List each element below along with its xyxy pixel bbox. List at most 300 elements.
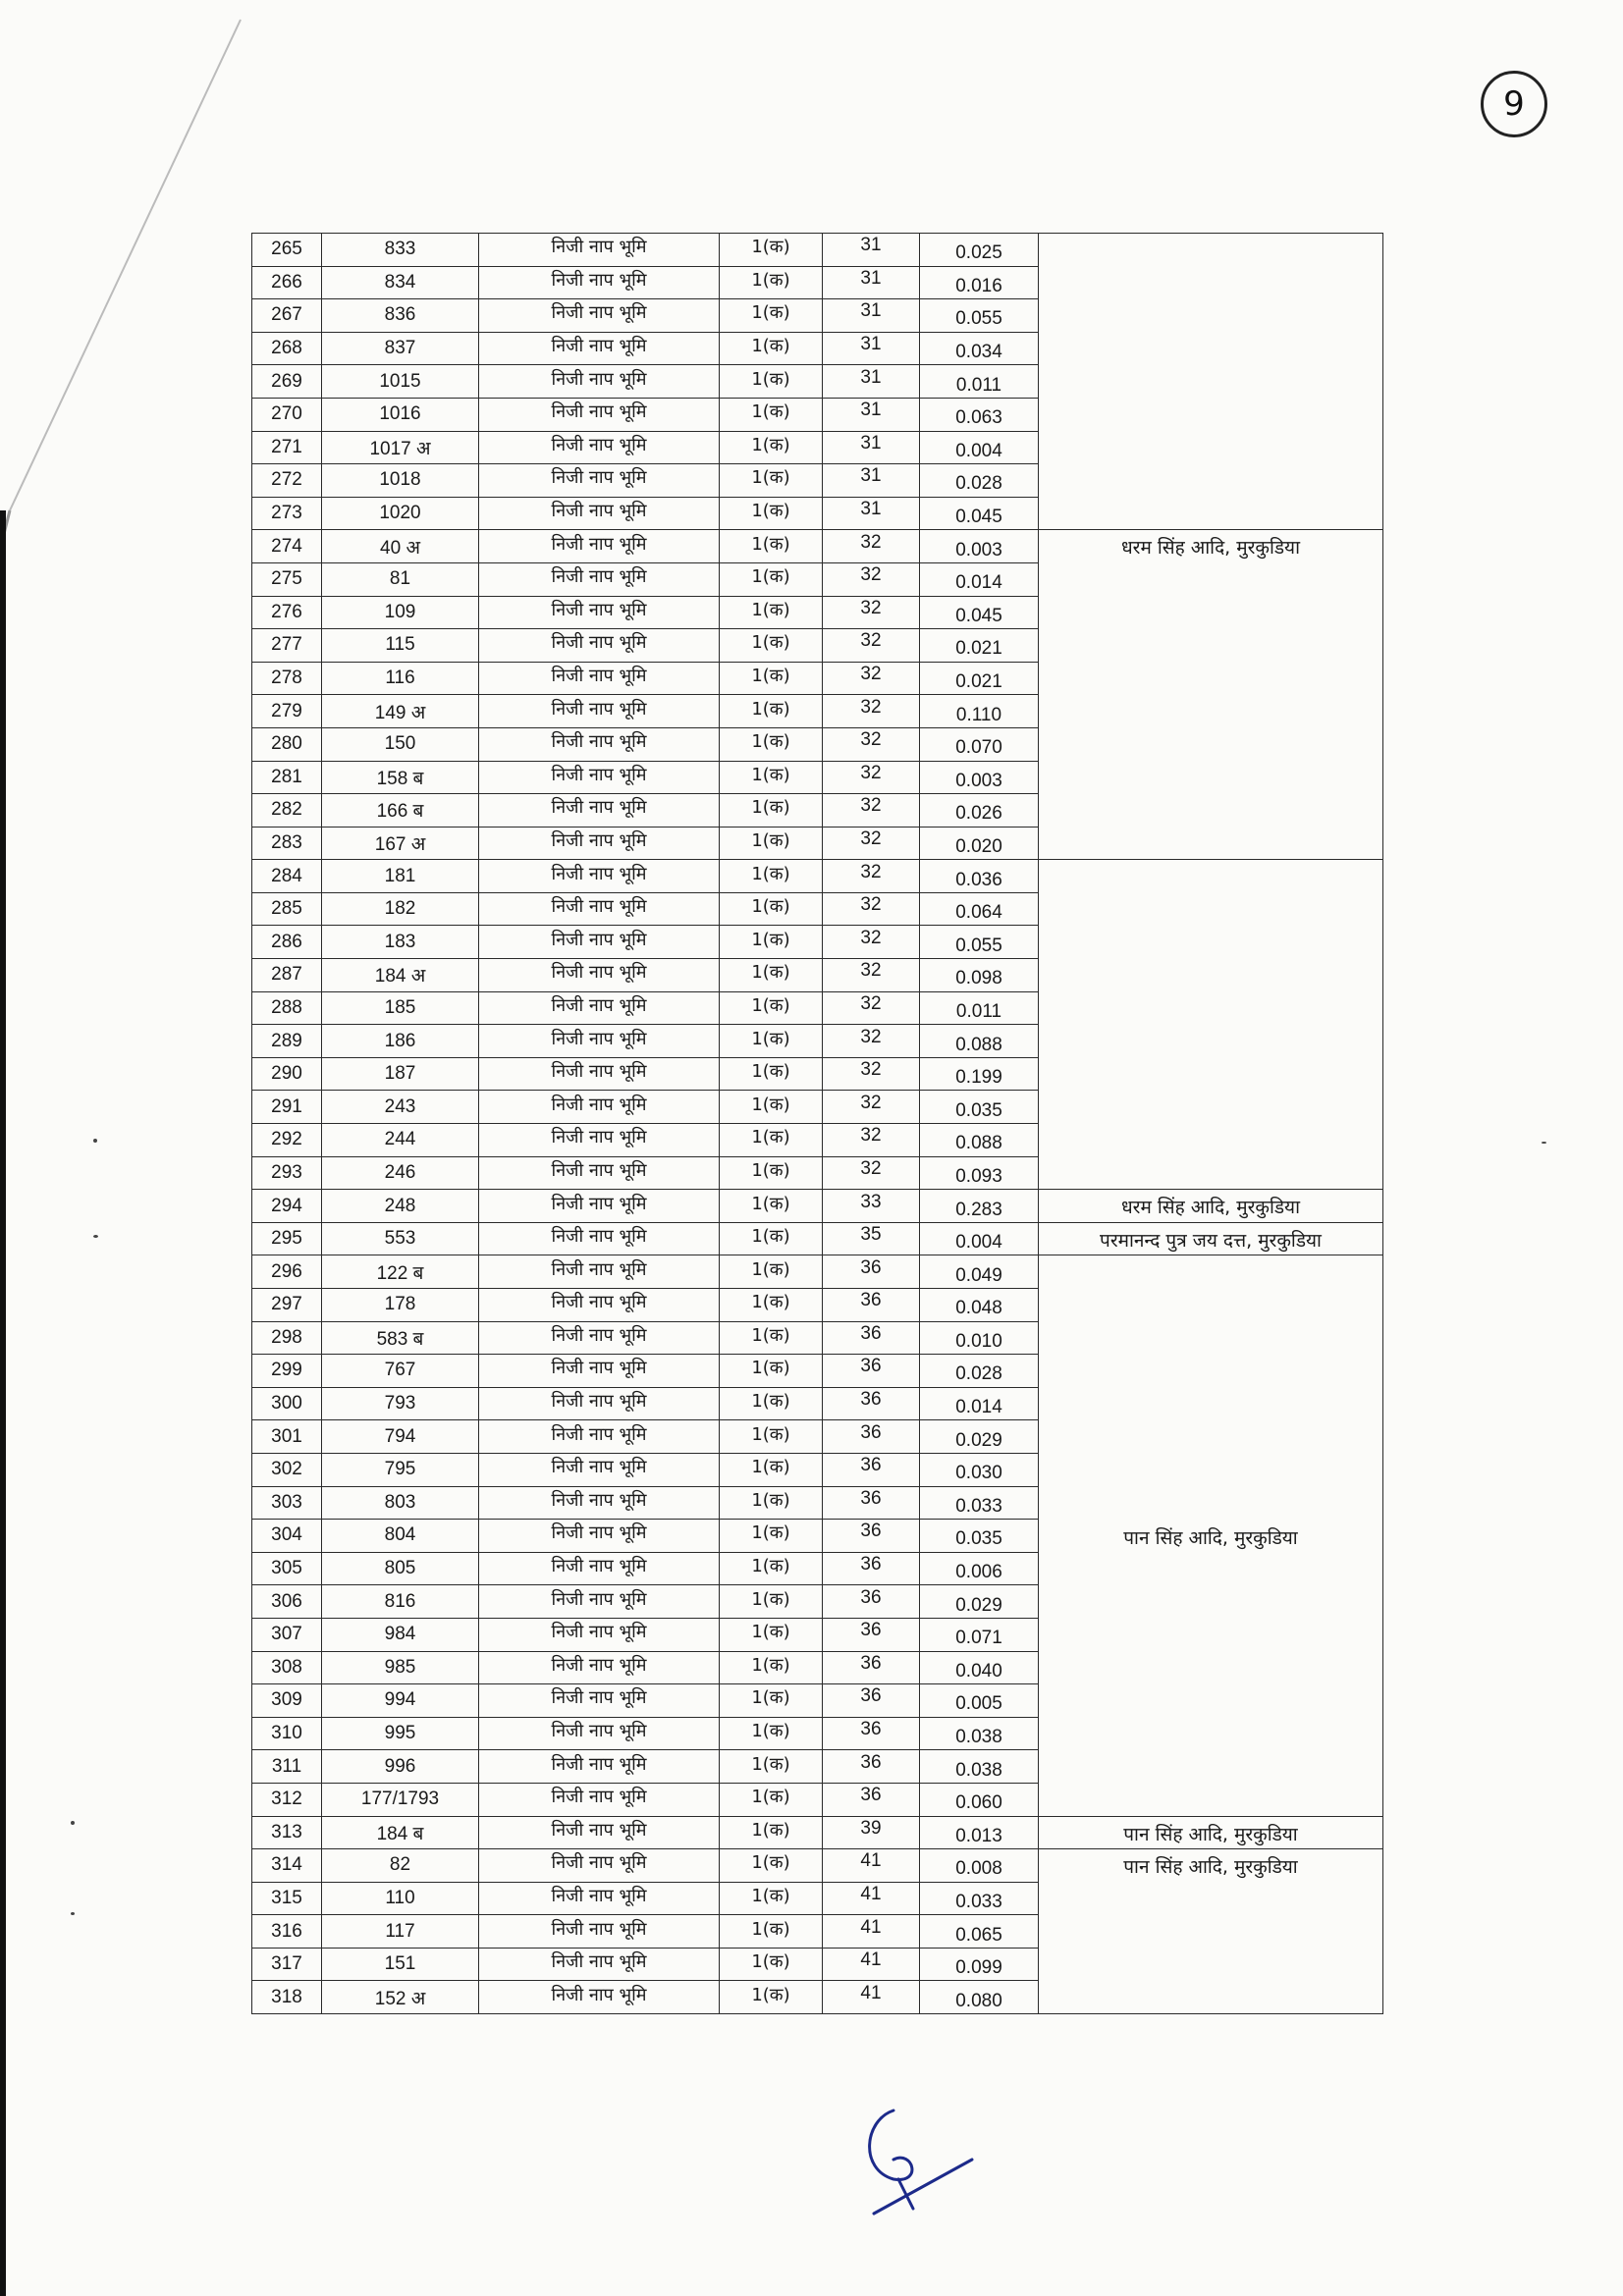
area-cell: 0.014 <box>920 562 1039 596</box>
serial-number-cell: 305 <box>252 1552 322 1585</box>
serial-number-cell: 272 <box>252 464 322 498</box>
serial-number-cell: 303 <box>252 1486 322 1520</box>
khasra-number-cell: 244 <box>322 1124 479 1157</box>
land-class-cell: 1(क) <box>720 1156 823 1190</box>
khasra-number-cell: 187 <box>322 1057 479 1091</box>
serial-number-cell: 304 <box>252 1520 322 1553</box>
serial-number-cell: 302 <box>252 1453 322 1486</box>
bill-number-cell: 35 <box>823 1222 920 1255</box>
land-class-cell: 1(क) <box>720 1190 823 1223</box>
land-class-cell: 1(क) <box>720 959 823 992</box>
land-type-cell: निजी नाप भूमि <box>479 1289 720 1322</box>
area-cell: 0.035 <box>920 1520 1039 1553</box>
serial-number-cell: 314 <box>252 1849 322 1883</box>
serial-number-cell: 309 <box>252 1684 322 1718</box>
bill-number-cell: 39 <box>823 1816 920 1849</box>
land-type-cell: निजी नाप भूमि <box>479 234 720 267</box>
khasra-number-cell: 184 ब <box>322 1816 479 1849</box>
khasra-number-cell: 836 <box>322 299 479 333</box>
land-type-cell: निजी नाप भूमि <box>479 464 720 498</box>
khasra-number-cell: 805 <box>322 1552 479 1585</box>
serial-number-cell: 315 <box>252 1882 322 1915</box>
area-cell: 0.030 <box>920 1453 1039 1486</box>
owner-cell <box>1039 234 1383 530</box>
land-type-cell: निजी नाप भूमि <box>479 892 720 926</box>
land-type-cell: निजी नाप भूमि <box>479 1387 720 1420</box>
bill-number-cell: 32 <box>823 860 920 893</box>
khasra-number-cell: 837 <box>322 332 479 365</box>
serial-number-cell: 274 <box>252 530 322 563</box>
serial-number-cell: 265 <box>252 234 322 267</box>
serial-number-cell: 310 <box>252 1717 322 1750</box>
serial-number-cell: 282 <box>252 794 322 828</box>
land-class-cell: 1(क) <box>720 1420 823 1454</box>
khasra-number-cell: 110 <box>322 1882 479 1915</box>
bill-number-cell: 41 <box>823 1981 920 2014</box>
land-class-cell: 1(क) <box>720 761 823 794</box>
bill-number-cell: 31 <box>823 266 920 299</box>
bill-number-cell: 32 <box>823 1091 920 1124</box>
area-cell: 0.088 <box>920 1025 1039 1058</box>
bill-number-cell: 32 <box>823 959 920 992</box>
bill-number-cell: 32 <box>823 662 920 695</box>
serial-number-cell: 290 <box>252 1057 322 1091</box>
land-class-cell: 1(क) <box>720 562 823 596</box>
serial-number-cell: 281 <box>252 761 322 794</box>
serial-number-cell: 297 <box>252 1289 322 1322</box>
land-class-cell: 1(क) <box>720 1585 823 1619</box>
area-cell: 0.005 <box>920 1684 1039 1718</box>
bill-number-cell: 36 <box>823 1552 920 1585</box>
area-cell: 0.011 <box>920 991 1039 1025</box>
land-class-cell: 1(क) <box>720 1684 823 1718</box>
area-cell: 0.010 <box>920 1321 1039 1355</box>
khasra-number-cell: 804 <box>322 1520 479 1553</box>
serial-number-cell: 306 <box>252 1585 322 1619</box>
land-class-cell: 1(क) <box>720 1981 823 2014</box>
land-type-cell: निजी नाप भूमि <box>479 1750 720 1784</box>
land-type-cell: निजी नाप भूमि <box>479 1849 720 1883</box>
land-class-cell: 1(क) <box>720 1355 823 1388</box>
bill-number-cell: 36 <box>823 1585 920 1619</box>
serial-number-cell: 295 <box>252 1222 322 1255</box>
land-class-cell: 1(क) <box>720 1783 823 1816</box>
land-type-cell: निजी नाप भूमि <box>479 860 720 893</box>
serial-number-cell: 286 <box>252 926 322 959</box>
khasra-number-cell: 183 <box>322 926 479 959</box>
land-class-cell: 1(क) <box>720 1387 823 1420</box>
serial-number-cell: 298 <box>252 1321 322 1355</box>
land-class-cell: 1(क) <box>720 991 823 1025</box>
area-cell: 0.028 <box>920 464 1039 498</box>
scan-speck <box>93 1139 97 1143</box>
area-cell: 0.036 <box>920 860 1039 893</box>
land-class-cell: 1(क) <box>720 926 823 959</box>
land-class-cell: 1(क) <box>720 365 823 399</box>
bill-number-cell: 36 <box>823 1355 920 1388</box>
land-type-cell: निजी नाप भूमि <box>479 1981 720 2014</box>
serial-number-cell: 283 <box>252 827 322 860</box>
area-cell: 0.035 <box>920 1091 1039 1124</box>
khasra-number-cell: 182 <box>322 892 479 926</box>
land-class-cell: 1(क) <box>720 1618 823 1651</box>
serial-number-cell: 317 <box>252 1948 322 1981</box>
area-cell: 0.020 <box>920 827 1039 860</box>
land-class-cell: 1(क) <box>720 464 823 498</box>
khasra-number-cell: 40 अ <box>322 530 479 563</box>
land-class-cell: 1(क) <box>720 827 823 860</box>
khasra-number-cell: 167 अ <box>322 827 479 860</box>
khasra-number-cell: 1020 <box>322 497 479 530</box>
khasra-number-cell: 833 <box>322 234 479 267</box>
bill-number-cell: 36 <box>823 1420 920 1454</box>
bill-number-cell: 32 <box>823 695 920 728</box>
bill-number-cell: 36 <box>823 1453 920 1486</box>
land-type-cell: निजी नाप भूमि <box>479 1355 720 1388</box>
scan-speck <box>1542 1142 1546 1144</box>
area-cell: 0.038 <box>920 1750 1039 1784</box>
area-cell: 0.016 <box>920 266 1039 299</box>
land-class-cell: 1(क) <box>720 266 823 299</box>
land-class-cell: 1(क) <box>720 431 823 464</box>
serial-number-cell: 318 <box>252 1981 322 2014</box>
land-class-cell: 1(क) <box>720 596 823 629</box>
bill-number-cell: 36 <box>823 1387 920 1420</box>
serial-number-cell: 267 <box>252 299 322 333</box>
owner-cell <box>1039 860 1383 1190</box>
bill-number-cell: 36 <box>823 1750 920 1784</box>
serial-number-cell: 312 <box>252 1783 322 1816</box>
land-class-cell: 1(क) <box>720 1750 823 1784</box>
bill-number-cell: 31 <box>823 332 920 365</box>
land-type-cell: निजी नाप भूमि <box>479 299 720 333</box>
area-cell: 0.029 <box>920 1420 1039 1454</box>
khasra-number-cell: 767 <box>322 1355 479 1388</box>
khasra-number-cell: 794 <box>322 1420 479 1454</box>
bill-number-cell: 32 <box>823 1156 920 1190</box>
serial-number-cell: 284 <box>252 860 322 893</box>
serial-number-cell: 273 <box>252 497 322 530</box>
khasra-number-cell: 82 <box>322 1849 479 1883</box>
land-type-cell: निजी नाप भूमि <box>479 1190 720 1223</box>
bill-number-cell: 32 <box>823 926 920 959</box>
land-type-cell: निजी नाप भूमि <box>479 1520 720 1553</box>
bill-number-cell: 32 <box>823 629 920 663</box>
area-cell: 0.006 <box>920 1552 1039 1585</box>
area-cell: 0.040 <box>920 1651 1039 1684</box>
land-class-cell: 1(क) <box>720 398 823 431</box>
serial-number-cell: 311 <box>252 1750 322 1784</box>
bill-number-cell: 32 <box>823 596 920 629</box>
owner-cell: पान सिंह आदि, मुरकुडिया <box>1039 1849 1383 2014</box>
area-cell: 0.033 <box>920 1486 1039 1520</box>
land-type-cell: निजी नाप भूमि <box>479 1618 720 1651</box>
serial-number-cell: 276 <box>252 596 322 629</box>
land-type-cell: निजी नाप भूमि <box>479 827 720 860</box>
land-type-cell: निजी नाप भूमि <box>479 1882 720 1915</box>
land-class-cell: 1(क) <box>720 1849 823 1883</box>
bill-number-cell: 31 <box>823 398 920 431</box>
land-type-cell: निजी नाप भूमि <box>479 1915 720 1949</box>
bill-number-cell: 36 <box>823 1717 920 1750</box>
serial-number-cell: 293 <box>252 1156 322 1190</box>
land-class-cell: 1(क) <box>720 1948 823 1981</box>
land-type-cell: निजी नाप भूमि <box>479 1453 720 1486</box>
serial-number-cell: 301 <box>252 1420 322 1454</box>
scan-speck <box>71 1912 75 1915</box>
land-type-cell: निजी नाप भूमि <box>479 1124 720 1157</box>
table-row <box>252 860 1383 893</box>
land-class-cell: 1(क) <box>720 1486 823 1520</box>
serial-number-cell: 294 <box>252 1190 322 1223</box>
khasra-number-cell: 803 <box>322 1486 479 1520</box>
land-type-cell: निजी नाप भूमि <box>479 1255 720 1289</box>
land-class-cell: 1(क) <box>720 1124 823 1157</box>
land-class-cell: 1(क) <box>720 530 823 563</box>
land-class-cell: 1(क) <box>720 1453 823 1486</box>
land-class-cell: 1(क) <box>720 662 823 695</box>
land-type-cell: निजी नाप भूमि <box>479 1420 720 1454</box>
area-cell: 0.064 <box>920 892 1039 926</box>
area-cell: 0.071 <box>920 1618 1039 1651</box>
land-type-cell: निजी नाप भूमि <box>479 1717 720 1750</box>
owner-cell: धरम सिंह आदि, मुरकुडिया <box>1039 1190 1383 1223</box>
bill-number-cell: 33 <box>823 1190 920 1223</box>
table-row <box>252 1190 1383 1223</box>
bill-number-cell: 36 <box>823 1321 920 1355</box>
khasra-number-cell: 795 <box>322 1453 479 1486</box>
khasra-number-cell: 185 <box>322 991 479 1025</box>
bill-number-cell: 36 <box>823 1289 920 1322</box>
land-type-cell: निजी नाप भूमि <box>479 497 720 530</box>
table-row <box>252 1222 1383 1255</box>
bill-number-cell: 41 <box>823 1948 920 1981</box>
khasra-number-cell: 996 <box>322 1750 479 1784</box>
land-type-cell: निजी नाप भूमि <box>479 530 720 563</box>
area-cell: 0.080 <box>920 1981 1039 2014</box>
land-type-cell: निजी नाप भूमि <box>479 1783 720 1816</box>
land-class-cell: 1(क) <box>720 1882 823 1915</box>
table-row <box>252 234 1383 267</box>
bill-number-cell: 36 <box>823 1618 920 1651</box>
land-type-cell: निजी नाप भूमि <box>479 1552 720 1585</box>
bill-number-cell: 36 <box>823 1651 920 1684</box>
bill-number-cell: 31 <box>823 365 920 399</box>
table-row <box>252 1849 1383 1883</box>
land-class-cell: 1(क) <box>720 1091 823 1124</box>
land-type-cell: निजी नाप भूमि <box>479 398 720 431</box>
land-class-cell: 1(क) <box>720 299 823 333</box>
khasra-number-cell: 117 <box>322 1915 479 1949</box>
khasra-number-cell: 553 <box>322 1222 479 1255</box>
serial-number-cell: 313 <box>252 1816 322 1849</box>
area-cell: 0.110 <box>920 695 1039 728</box>
area-cell: 0.033 <box>920 1882 1039 1915</box>
serial-number-cell: 316 <box>252 1915 322 1949</box>
land-type-cell: निजी नाप भूमि <box>479 1486 720 1520</box>
land-type-cell: निजी नाप भूमि <box>479 562 720 596</box>
land-type-cell: निजी नाप भूमि <box>479 991 720 1025</box>
land-type-cell: निजी नाप भूमि <box>479 1321 720 1355</box>
land-type-cell: निजी नाप भूमि <box>479 761 720 794</box>
serial-number-cell: 288 <box>252 991 322 1025</box>
bill-number-cell: 32 <box>823 530 920 563</box>
land-class-cell: 1(क) <box>720 234 823 267</box>
area-cell: 0.025 <box>920 234 1039 267</box>
land-type-cell: निजी नाप भूमि <box>479 332 720 365</box>
serial-number-cell: 277 <box>252 629 322 663</box>
khasra-number-cell: 1017 अ <box>322 431 479 464</box>
bill-number-cell: 32 <box>823 794 920 828</box>
khasra-number-cell: 834 <box>322 266 479 299</box>
area-cell: 0.029 <box>920 1585 1039 1619</box>
owner-cell: परमानन्द पुत्र जय दत्त, मुरकुडिया <box>1039 1222 1383 1255</box>
table-row <box>252 530 1383 563</box>
land-class-cell: 1(क) <box>720 1289 823 1322</box>
area-cell: 0.004 <box>920 1222 1039 1255</box>
owner-cell: पान सिंह आदि, मुरकुडिया <box>1039 1255 1383 1816</box>
area-cell: 0.004 <box>920 431 1039 464</box>
bill-number-cell: 32 <box>823 1025 920 1058</box>
land-type-cell: निजी नाप भूमि <box>479 1222 720 1255</box>
land-type-cell: निजी नाप भूमि <box>479 1057 720 1091</box>
land-type-cell: निजी नाप भूमि <box>479 365 720 399</box>
serial-number-cell: 285 <box>252 892 322 926</box>
land-class-cell: 1(क) <box>720 1915 823 1949</box>
area-cell: 0.034 <box>920 332 1039 365</box>
serial-number-cell: 279 <box>252 695 322 728</box>
bill-number-cell: 36 <box>823 1486 920 1520</box>
khasra-number-cell: 243 <box>322 1091 479 1124</box>
khasra-number-cell: 81 <box>322 562 479 596</box>
land-class-cell: 1(क) <box>720 1321 823 1355</box>
serial-number-cell: 307 <box>252 1618 322 1651</box>
khasra-number-cell: 816 <box>322 1585 479 1619</box>
serial-number-cell: 291 <box>252 1091 322 1124</box>
khasra-number-cell: 152 अ <box>322 1981 479 2014</box>
area-cell: 0.026 <box>920 794 1039 828</box>
serial-number-cell: 292 <box>252 1124 322 1157</box>
page-number: 9 <box>1503 84 1525 124</box>
khasra-number-cell: 985 <box>322 1651 479 1684</box>
table-body <box>252 234 1383 2014</box>
land-type-cell: निजी नाप भूमि <box>479 727 720 761</box>
area-cell: 0.045 <box>920 497 1039 530</box>
land-class-cell: 1(क) <box>720 1520 823 1553</box>
land-type-cell: निजी नाप भूमि <box>479 1651 720 1684</box>
area-cell: 0.060 <box>920 1783 1039 1816</box>
khasra-number-cell: 149 अ <box>322 695 479 728</box>
khasra-number-cell: 1016 <box>322 398 479 431</box>
khasra-number-cell: 246 <box>322 1156 479 1190</box>
area-cell: 0.093 <box>920 1156 1039 1190</box>
signature <box>854 2091 982 2218</box>
land-type-cell: निजी नाप भूमि <box>479 1816 720 1849</box>
land-class-cell: 1(क) <box>720 332 823 365</box>
land-type-cell: निजी नाप भूमि <box>479 926 720 959</box>
khasra-number-cell: 109 <box>322 596 479 629</box>
bill-number-cell: 32 <box>823 1057 920 1091</box>
serial-number-cell: 268 <box>252 332 322 365</box>
khasra-number-cell: 583 ब <box>322 1321 479 1355</box>
khasra-number-cell: 178 <box>322 1289 479 1322</box>
land-records-table <box>251 233 1383 2014</box>
land-class-cell: 1(क) <box>720 1057 823 1091</box>
khasra-number-cell: 150 <box>322 727 479 761</box>
land-type-cell: निजी नाप भूमि <box>479 1091 720 1124</box>
khasra-number-cell: 248 <box>322 1190 479 1223</box>
land-type-cell: निजी नाप भूमि <box>479 629 720 663</box>
serial-number-cell: 289 <box>252 1025 322 1058</box>
owner-cell: पान सिंह आदि, मुरकुडिया <box>1039 1816 1383 1849</box>
khasra-number-cell: 793 <box>322 1387 479 1420</box>
page-number-circle <box>1481 71 1547 137</box>
land-type-cell: निजी नाप भूमि <box>479 266 720 299</box>
area-cell: 0.013 <box>920 1816 1039 1849</box>
bill-number-cell: 36 <box>823 1255 920 1289</box>
khasra-number-cell: 158 ब <box>322 761 479 794</box>
khasra-number-cell: 115 <box>322 629 479 663</box>
serial-number-cell: 308 <box>252 1651 322 1684</box>
land-class-cell: 1(क) <box>720 1025 823 1058</box>
land-class-cell: 1(क) <box>720 794 823 828</box>
land-class-cell: 1(क) <box>720 629 823 663</box>
khasra-number-cell: 186 <box>322 1025 479 1058</box>
bill-number-cell: 41 <box>823 1849 920 1883</box>
khasra-number-cell: 984 <box>322 1618 479 1651</box>
serial-number-cell: 278 <box>252 662 322 695</box>
serial-number-cell: 266 <box>252 266 322 299</box>
land-type-cell: निजी नाप भूमि <box>479 695 720 728</box>
land-type-cell: निजी नाप भूमि <box>479 431 720 464</box>
serial-number-cell: 275 <box>252 562 322 596</box>
bill-number-cell: 31 <box>823 431 920 464</box>
bill-number-cell: 31 <box>823 464 920 498</box>
khasra-number-cell: 116 <box>322 662 479 695</box>
land-class-cell: 1(क) <box>720 727 823 761</box>
land-class-cell: 1(क) <box>720 1651 823 1684</box>
scan-speck <box>93 1235 98 1238</box>
area-cell: 0.021 <box>920 662 1039 695</box>
land-type-cell: निजी नाप भूमि <box>479 1585 720 1619</box>
serial-number-cell: 271 <box>252 431 322 464</box>
area-cell: 0.283 <box>920 1190 1039 1223</box>
land-class-cell: 1(क) <box>720 695 823 728</box>
khasra-number-cell: 994 <box>322 1684 479 1718</box>
serial-number-cell: 280 <box>252 727 322 761</box>
bill-number-cell: 31 <box>823 299 920 333</box>
bill-number-cell: 36 <box>823 1684 920 1718</box>
land-class-cell: 1(क) <box>720 1717 823 1750</box>
area-cell: 0.048 <box>920 1289 1039 1322</box>
khasra-number-cell: 122 ब <box>322 1255 479 1289</box>
table-row <box>252 1255 1383 1289</box>
area-cell: 0.045 <box>920 596 1039 629</box>
table-row <box>252 1816 1383 1849</box>
khasra-number-cell: 151 <box>322 1948 479 1981</box>
bill-number-cell: 36 <box>823 1783 920 1816</box>
land-type-cell: निजी नाप भूमि <box>479 794 720 828</box>
scan-speck <box>71 1821 75 1825</box>
land-class-cell: 1(क) <box>720 1816 823 1849</box>
area-cell: 0.038 <box>920 1717 1039 1750</box>
serial-number-cell: 296 <box>252 1255 322 1289</box>
area-cell: 0.014 <box>920 1387 1039 1420</box>
khasra-number-cell: 166 ब <box>322 794 479 828</box>
land-type-cell: निजी नाप भूमि <box>479 1684 720 1718</box>
bill-number-cell: 31 <box>823 234 920 267</box>
area-cell: 0.021 <box>920 629 1039 663</box>
